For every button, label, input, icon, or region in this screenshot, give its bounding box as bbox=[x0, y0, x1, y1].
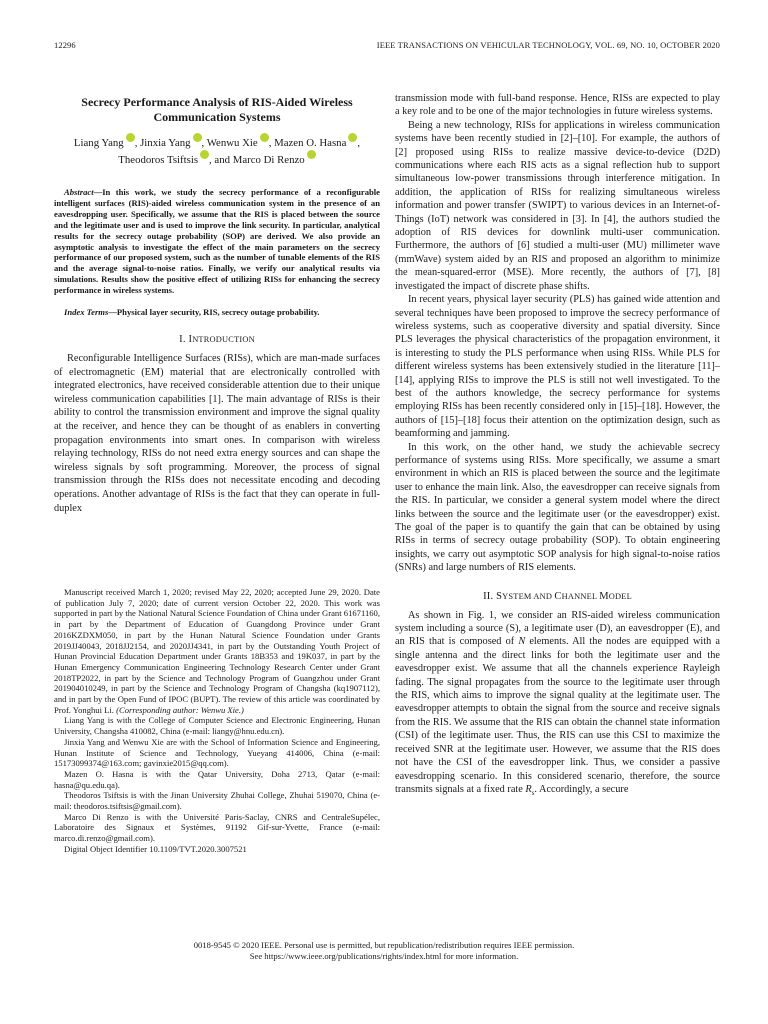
footnote-doi: Digital Object Identifier 10.1109/TVT.2020.3007521 bbox=[64, 843, 247, 854]
index-terms: Index Terms—Physical layer security, RIS, secrecy outage probability. bbox=[64, 307, 320, 318]
page-number: 12296 bbox=[54, 40, 76, 50]
section-heading-system-model: II. SYSTEM AND CHANNEL MODEL bbox=[483, 590, 632, 602]
orcid-icon[interactable] bbox=[193, 133, 202, 142]
body-paragraph: transmission mode with full-band response. Hence, RISs are expected to play a key role and to be one of the major technologies in future wireless systems. bbox=[395, 93, 720, 118]
footnote-affiliation: Theodoros Tsiftsis is with the Jinan University Zhuhai College, Zhuhai 519070, China (e-mail: theodoros.tsiftsis@gmail.com). bbox=[54, 790, 380, 812]
author-name: , Mazen O. Hasna bbox=[268, 137, 347, 149]
author-name: Liang Yang bbox=[73, 137, 124, 149]
body-paragraph: Being a new technology, RISs for applications in wireless communication systems have been recently studied in [2]–[10]. For example, the authors of [2] proposed using RISs to realize massive device-to-device (D2D) communications where each RIS acts as a signal reflection hub to support simultaneous low-power transmissions through interference mitigation. In addition, the application of RISs for realizing simultaneous wireless information and power transfer (SWIPT) to various devices in an Internet-of-Things (IoT) network was considered in [3]. In [4], the authors studied the adoption of RIS devices for downlink multi-user communication. Furthermore, the authors of [6] studied a multi-user (MU) millimeter wave (mmWave) system aided by an RIS and proposed an algorithm to minimize the mean-squared-error (MSE). More recently, the authors of [7], [8] investigated the impact of discrete phase shifts. bbox=[395, 119, 720, 292]
author-name: , Wenwu Xie bbox=[201, 137, 258, 149]
copyright-footer: 0018-9545 © 2020 IEEE. Personal use is permitted, but republication/redistribution requires IEEE permission. See https://www.ieee.org/publications/rights/index.html for more information. bbox=[193, 940, 575, 961]
section-heading-introduction: I. INTRODUCTION bbox=[179, 334, 255, 346]
author-list: Liang Yang , Jinxia Yang , Wenwu Xie , Mazen O. Hasna , Theodoros Tsiftsis , and Marco Di Renzo bbox=[54, 133, 380, 167]
orcid-icon[interactable] bbox=[260, 133, 269, 142]
footnote-funding: Manuscript received March 1, 2020; revised May 22, 2020; accepted June 29, 2020. Date of publication July 7, 2020; date of current version October 22, 2020. This work was supported in part by the National Natural Science Foundation of China under Grant 61671160, in part by the Department of Education of Guangdong Province under Grant 2016KZDXM050, in part by the Hunan Natural Science Foundation under Grants 2019JJ40043, 2018JJ2154, and 2020JJ4341, in part by the Outstanding Youth Project of Hunan Provincial Education Department under Grants 18B353 and 19K037, in part by the Hunan Emergency Communication Engineering Technology Research Center under Grant 2018TP2022, in part by the Science and Technology Program of Guangzhou under Grant 201904010249, in part by the Science and Technology Program of Changsha (kq1907112), and in part by the Open Fund of IPOC (BUPT). The review of this article was coordinated by Prof. Yonghui Li. (Corresponding author: Wenwu Xie.) bbox=[54, 587, 380, 715]
paper-title: Secrecy Performance Analysis of RIS-Aided Wireless Communication Systems bbox=[81, 95, 353, 124]
author-name: , and Marco Di Renzo bbox=[209, 154, 305, 166]
author-name: , Jinxia Yang bbox=[134, 137, 191, 149]
journal-header: IEEE TRANSACTIONS ON VEHICULAR TECHNOLOGY, VOL. 69, NO. 10, OCTOBER 2020 bbox=[376, 40, 720, 50]
right-column bbox=[395, 92, 720, 800]
orcid-icon[interactable] bbox=[307, 150, 316, 159]
orcid-icon[interactable] bbox=[126, 133, 135, 142]
footnote-affiliation: Jinxia Yang and Wenwu Xie are with the School of Information Science and Engineering, Hunan Institute of Science and Technology, Yueyang 414006, China (e-mail: 15173099374@163.com; gavinxie2015@qq.com). bbox=[54, 736, 380, 769]
footnote-affiliation: Liang Yang is with the College of Computer Science and Electronic Engineering, Hunan University, Changsha 410082, China (e-mail: liangy@hnu.edu.cn). bbox=[54, 715, 380, 737]
body-paragraph: Reconfigurable Intelligence Surfaces (RISs), which are man-made surfaces of electromagnetic (EM) material that are electronically controlled with integrated electronics, have received considerable attention due to their unique wireless communication capabilities [1]. The main advantage of RISs is their ability to control the transmission environment and improve the signal quality at the receiver, and hence they can be thought of as enablers in converting propagation environments into smart ones. In comparison with wireless relaying technology, RISs do not need extra energy sources and can shape the wireless signals by soft programming. Moreover, the process of signal transmission through the RISs does not necessitate encoding and decoding operations. Another advantage of RISs is the fact that they can operate in full-duplex bbox=[54, 353, 380, 514]
orcid-icon[interactable] bbox=[200, 150, 209, 159]
abstract: Abstract—In this work, we study the secrecy performance of a reconfigurable intelligent surfaces (RIS)-aided wireless communication system in the presence of an eavesdropping user. Specifically, we assume that the RIS is placed between the source and the legitimate user and is used to improve the link security. In particular, analytical results for the secrecy outage probability (SOP) are derived. We also provide an asymptotic analysis to investigate the effect of the main parameters on the secrecy performance of our proposed system, such as the number of tunable elements of the RIS and the average signal-to-noise ratios. Finally, we verify our analytical results via simulations. Results show the positive effect of utilizing RISs for enhancing the secrecy performance in wireless systems. bbox=[54, 187, 380, 296]
footnote-affiliation: Mazen O. Hasna is with the Qatar University, Doha 2713, Qatar (e-mail: hasna@qu.edu.qa). bbox=[54, 768, 380, 790]
body-paragraph: As shown in Fig. 1, we consider an RIS-aided wireless communication system including a source (S), a legitimate user (D), an eavesdropper (E), and an RIS that is composed of N elements. All the nodes are equipped with a single antenna and the direct links for both the legitimate user and the eavesdropper exist. We assume that all the channels experience Rayleigh fading. The signal propagates from the source to the legitimate user through the RIS, which aims to improve the signal quality at the legitimate user. The eavesdropper attempts to obtain the signal from the source and receive signals from the RIS. We assume that the RIS can obtain the channel state information (CSI) of the legitimate user. Thus, the RIS can use this CSI to maximize the received SNR at the legitimate user. However, we assume that the RIS does not have the CSI of the eavesdropper link. Thus, we consider a passive eavesdropping scenario. In this considered scenario, therefore, the source transmits signals at a fixed rate $R_s$. Accordingly, a secure bbox=[395, 609, 721, 797]
footnote-affiliation: Marco Di Renzo is with the Université Paris-Saclay, CNRS and CentraleSupélec, Laboratoire des Signaux et Systèmes, 91192 Gif-sur-Yvette, France (e-mail: marco.di.renzo@gmail.com). bbox=[54, 811, 380, 844]
author-name: Theodoros Tsiftsis bbox=[118, 154, 199, 166]
left-column bbox=[54, 92, 380, 515]
body-paragraph: In recent years, physical layer security (PLS) has gained wide attention and several techniques have been proposed to improve the secrecy performance of wireless systems, such as cooperative diversity and spatial diversity. Since PLS leverages the physical characteristics of the propagation environment, it is interesting to study the PLS performance when using RISs. While PLS for different wireless systems has been extensively studied in the literature [11]–[14], applying RISs to improve the PLS is still not well investigated. To the best of the authors knowledge, the secrecy performance for systems employing RISs has been recently considered only in [15]–[18]. However, the authors of [15]–[18] focus their attention on the optimization design, such as beamforming and jamming. bbox=[395, 294, 720, 440]
body-paragraph: In this work, on the other hand, we study the achievable secrecy performance of systems using RISs. More specifically, we assume a smart environment in which an RIS is placed between the source and the legitimate user to enhance the main link. Also, the eavesdropper can receive signals from the RIS. In particular, we consider a general system model where the direct links between the source and the legitimate user (or the eavesdropper) exist. The goal of the paper is to quantify the gain that can be obtained by using RISs in terms of secrecy outage probability (SOP). To obtain engineering insights, we carry out asymptotic SOP analysis for high signal-to-noise ratios (SNRs) and large numbers of RIS elements. bbox=[395, 441, 720, 574]
footnotes bbox=[54, 587, 380, 855]
